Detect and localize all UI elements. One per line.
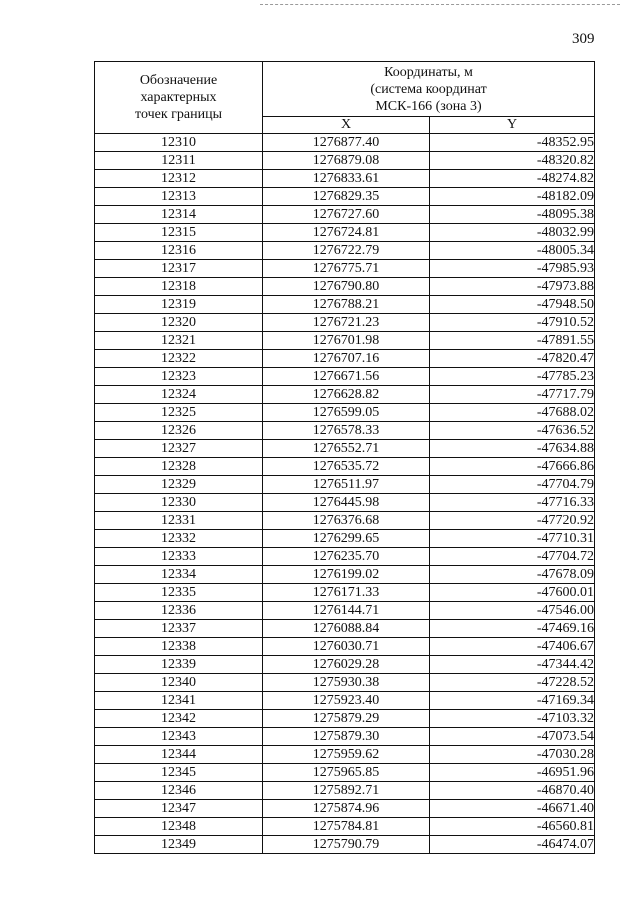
x-coordinate-cell: 1275790.79	[263, 836, 430, 854]
x-coordinate-cell: 1275959.62	[263, 746, 430, 764]
x-coordinate-cell: 1276724.81	[263, 224, 430, 242]
table-row	[95, 152, 595, 170]
table-row	[95, 404, 595, 422]
point-id-cell: 12343	[95, 728, 263, 746]
x-coordinate-cell: 1275892.71	[263, 782, 430, 800]
table-row	[95, 674, 595, 692]
x-coordinate-cell: 1276833.61	[263, 170, 430, 188]
table-row	[95, 602, 595, 620]
y-coordinate-cell: -47910.52	[430, 314, 595, 332]
y-coordinate-cell: -48274.82	[430, 170, 595, 188]
point-id-cell: 12349	[95, 836, 263, 854]
y-coordinate-cell: -48182.09	[430, 188, 595, 206]
y-coordinate-cell: -47704.72	[430, 548, 595, 566]
x-coordinate-cell: 1275879.30	[263, 728, 430, 746]
table-row	[95, 782, 595, 800]
coords-header-line: МСК-166 (зона 3)	[375, 98, 482, 114]
top-scan-line	[260, 4, 620, 5]
y-coordinate-cell: -47716.33	[430, 494, 595, 512]
x-coordinate-cell: 1276299.65	[263, 530, 430, 548]
x-coordinate-cell: 1275923.40	[263, 692, 430, 710]
coords-header-line: Координаты, м	[384, 64, 473, 80]
y-coordinate-cell: -48320.82	[430, 152, 595, 170]
table-row	[95, 836, 595, 854]
table-row	[95, 512, 595, 530]
point-id-cell: 12331	[95, 512, 263, 530]
point-id-cell: 12348	[95, 818, 263, 836]
point-id-cell: 12337	[95, 620, 263, 638]
y-coordinate-cell: -47891.55	[430, 332, 595, 350]
table-row	[95, 242, 595, 260]
y-coordinate-cell: -47636.52	[430, 422, 595, 440]
point-id-cell: 12342	[95, 710, 263, 728]
page-number: 309	[572, 31, 595, 47]
point-header-line: характерных	[140, 90, 217, 105]
y-coordinate-cell: -47469.16	[430, 620, 595, 638]
table-row	[95, 368, 595, 386]
y-coordinate-cell: -47948.50	[430, 296, 595, 314]
table-row	[95, 692, 595, 710]
y-coordinate-cell: -47103.32	[430, 710, 595, 728]
x-coordinate-cell: 1276628.82	[263, 386, 430, 404]
table-body	[95, 134, 595, 854]
point-id-cell: 12324	[95, 386, 263, 404]
point-id-cell: 12310	[95, 134, 263, 152]
x-coordinate-cell: 1276088.84	[263, 620, 430, 638]
y-coordinate-cell: -47600.01	[430, 584, 595, 602]
y-coordinate-cell: -47985.93	[430, 260, 595, 278]
x-coordinate-cell: 1276879.08	[263, 152, 430, 170]
table-row	[95, 494, 595, 512]
table-row	[95, 314, 595, 332]
table-row	[95, 422, 595, 440]
table-row	[95, 332, 595, 350]
point-header-line: точек границы	[135, 107, 222, 122]
y-coordinate-cell: -47344.42	[430, 656, 595, 674]
x-coordinate-cell: 1276722.79	[263, 242, 430, 260]
table-row	[95, 800, 595, 818]
table-row	[95, 170, 595, 188]
point-id-cell: 12317	[95, 260, 263, 278]
point-id-cell: 12311	[95, 152, 263, 170]
y-coordinate-cell: -47785.23	[430, 368, 595, 386]
x-coordinate-cell: 1276552.71	[263, 440, 430, 458]
x-coordinate-cell: 1276599.05	[263, 404, 430, 422]
x-coordinate-cell: 1276707.16	[263, 350, 430, 368]
table-row	[95, 260, 595, 278]
x-coordinate-cell: 1276235.70	[263, 548, 430, 566]
y-coordinate-cell: -47678.09	[430, 566, 595, 584]
point-id-cell: 12326	[95, 422, 263, 440]
table-row	[95, 224, 595, 242]
x-column-header: X	[263, 117, 430, 134]
point-id-cell: 12332	[95, 530, 263, 548]
x-coordinate-cell: 1276199.02	[263, 566, 430, 584]
x-coordinate-cell: 1275784.81	[263, 818, 430, 836]
point-id-cell: 12336	[95, 602, 263, 620]
table-row	[95, 656, 595, 674]
x-coordinate-cell: 1276775.71	[263, 260, 430, 278]
y-coordinate-cell: -47546.00	[430, 602, 595, 620]
y-coordinate-cell: -46474.07	[430, 836, 595, 854]
table-row	[95, 458, 595, 476]
point-id-cell: 12329	[95, 476, 263, 494]
y-coordinate-cell: -46951.96	[430, 764, 595, 782]
point-id-cell: 12347	[95, 800, 263, 818]
point-id-cell: 12328	[95, 458, 263, 476]
x-coordinate-cell: 1276029.28	[263, 656, 430, 674]
point-id-cell: 12346	[95, 782, 263, 800]
y-coordinate-cell: -46870.40	[430, 782, 595, 800]
point-id-cell: 12335	[95, 584, 263, 602]
coordinates-table	[94, 61, 595, 854]
x-coordinate-cell: 1276671.56	[263, 368, 430, 386]
table-row	[95, 296, 595, 314]
table-row	[95, 764, 595, 782]
x-coordinate-cell: 1276788.21	[263, 296, 430, 314]
point-id-cell: 12321	[95, 332, 263, 350]
x-coordinate-cell: 1276701.98	[263, 332, 430, 350]
point-id-cell: 12341	[95, 692, 263, 710]
table-row	[95, 206, 595, 224]
point-id-cell: 12340	[95, 674, 263, 692]
x-coordinate-cell: 1276727.60	[263, 206, 430, 224]
table-row	[95, 134, 595, 152]
point-id-cell: 12320	[95, 314, 263, 332]
point-id-cell: 12334	[95, 566, 263, 584]
x-coordinate-cell: 1276144.71	[263, 602, 430, 620]
y-coordinate-cell: -48032.99	[430, 224, 595, 242]
y-coordinate-cell: -47973.88	[430, 278, 595, 296]
point-id-cell: 12313	[95, 188, 263, 206]
table-row	[95, 818, 595, 836]
table-row	[95, 746, 595, 764]
table-row	[95, 476, 595, 494]
table-row	[95, 620, 595, 638]
point-id-cell: 12333	[95, 548, 263, 566]
x-coordinate-cell: 1276511.97	[263, 476, 430, 494]
x-coordinate-cell: 1276877.40	[263, 134, 430, 152]
x-coordinate-cell: 1276171.33	[263, 584, 430, 602]
table-row	[95, 566, 595, 584]
point-id-cell: 12319	[95, 296, 263, 314]
table-row	[95, 440, 595, 458]
x-coordinate-cell: 1276721.23	[263, 314, 430, 332]
x-coordinate-cell: 1276578.33	[263, 422, 430, 440]
y-column-header: Y	[430, 117, 595, 134]
y-coordinate-cell: -48352.95	[430, 134, 595, 152]
point-id-cell: 12344	[95, 746, 263, 764]
x-coordinate-cell: 1276535.72	[263, 458, 430, 476]
y-coordinate-cell: -47717.79	[430, 386, 595, 404]
table-row	[95, 584, 595, 602]
point-id-cell: 12314	[95, 206, 263, 224]
point-id-cell: 12322	[95, 350, 263, 368]
table-row	[95, 278, 595, 296]
coords-header-line: (система координат	[370, 81, 487, 97]
table-row	[95, 530, 595, 548]
point-id-cell: 12330	[95, 494, 263, 512]
point-id-cell: 12325	[95, 404, 263, 422]
x-coordinate-cell: 1275930.38	[263, 674, 430, 692]
point-id-cell: 12323	[95, 368, 263, 386]
point-id-cell: 12312	[95, 170, 263, 188]
y-coordinate-cell: -47169.34	[430, 692, 595, 710]
y-coordinate-cell: -48095.38	[430, 206, 595, 224]
table-row	[95, 728, 595, 746]
x-coordinate-cell: 1275874.96	[263, 800, 430, 818]
y-coordinate-cell: -47030.28	[430, 746, 595, 764]
y-coordinate-cell: -47704.79	[430, 476, 595, 494]
point-id-cell: 12327	[95, 440, 263, 458]
table-row	[95, 548, 595, 566]
table-row	[95, 350, 595, 368]
x-coordinate-cell: 1275879.29	[263, 710, 430, 728]
x-coordinate-cell: 1276445.98	[263, 494, 430, 512]
y-coordinate-cell: -47820.47	[430, 350, 595, 368]
y-coordinate-cell: -47688.02	[430, 404, 595, 422]
y-coordinate-cell: -48005.34	[430, 242, 595, 260]
table-row	[95, 710, 595, 728]
coordinates-header	[263, 62, 595, 117]
point-id-cell: 12318	[95, 278, 263, 296]
point-header-line: Обозначение	[139, 73, 218, 88]
y-coordinate-cell: -47720.92	[430, 512, 595, 530]
point-id-cell: 12316	[95, 242, 263, 260]
y-coordinate-cell: -47406.67	[430, 638, 595, 656]
y-coordinate-cell: -47634.88	[430, 440, 595, 458]
point-id-cell: 12338	[95, 638, 263, 656]
x-coordinate-cell: 1276829.35	[263, 188, 430, 206]
table-row	[95, 638, 595, 656]
y-coordinate-cell: -46560.81	[430, 818, 595, 836]
point-id-cell: 12345	[95, 764, 263, 782]
x-coordinate-cell: 1276030.71	[263, 638, 430, 656]
y-coordinate-cell: -47073.54	[430, 728, 595, 746]
point-designation-header	[95, 62, 263, 134]
y-coordinate-cell: -47666.86	[430, 458, 595, 476]
table-row	[95, 386, 595, 404]
x-coordinate-cell: 1276790.80	[263, 278, 430, 296]
point-id-cell: 12339	[95, 656, 263, 674]
y-coordinate-cell: -47228.52	[430, 674, 595, 692]
x-coordinate-cell: 1275965.85	[263, 764, 430, 782]
y-coordinate-cell: -47710.31	[430, 530, 595, 548]
y-coordinate-cell: -46671.40	[430, 800, 595, 818]
x-coordinate-cell: 1276376.68	[263, 512, 430, 530]
point-id-cell: 12315	[95, 224, 263, 242]
table-row	[95, 188, 595, 206]
